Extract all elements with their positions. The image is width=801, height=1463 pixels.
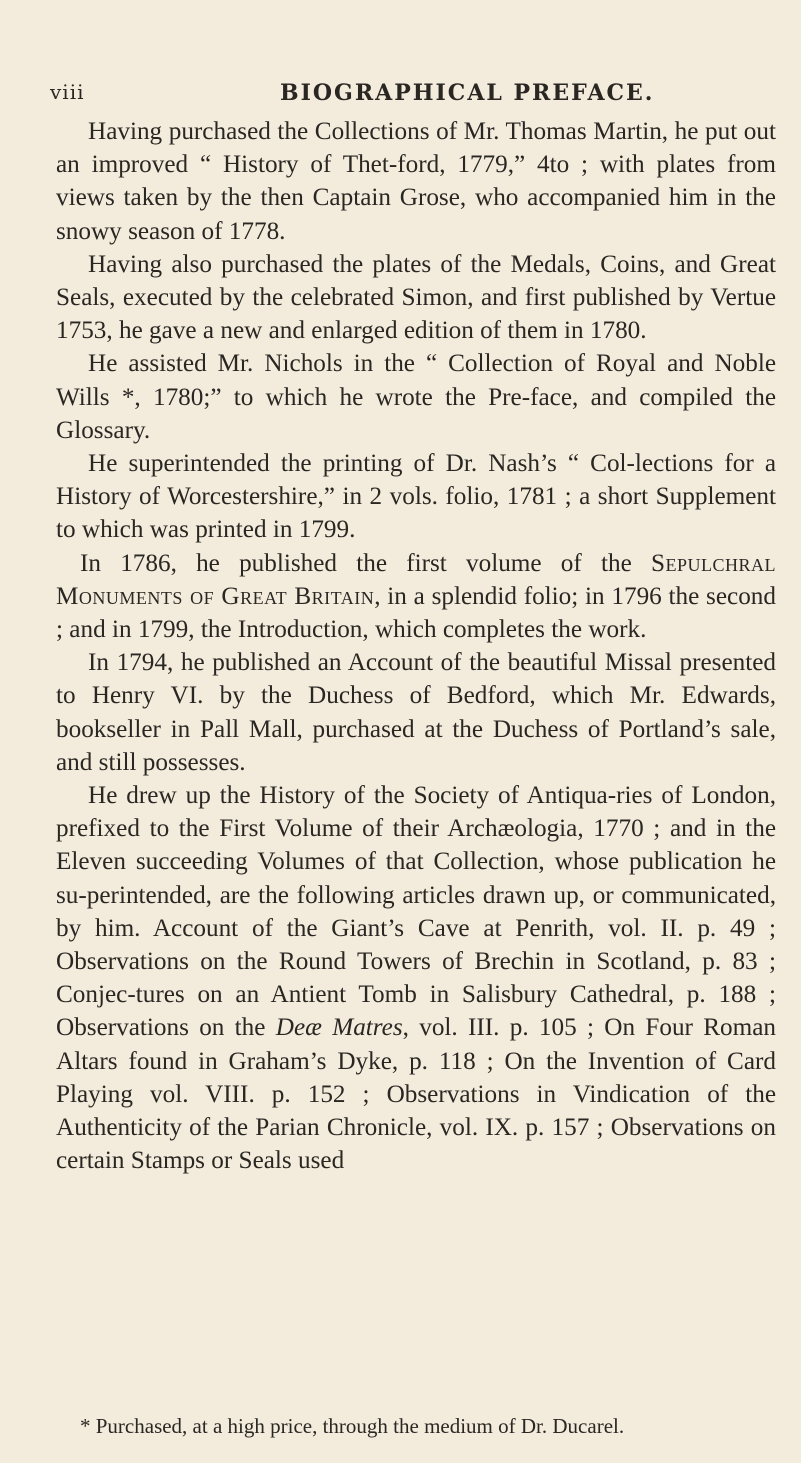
page-header [50,80,790,110]
paragraph [56,779,776,1177]
italic-title-deae-matres: Deæ Matres [275,1014,403,1042]
paragraph: Having purchased the Collections of Mr. Thomas Martin, he put out an improved “ History of Thet-ford, 1779,” 4to ; with plates from views taken by the then Captain Grose, who accompanied him in the snowy season of 1778. [56,118,776,245]
paragraph-text: , in a splendid folio; in 1796 the second ; and in 1799, the Introduction, which completes the work. [56,582,776,644]
running-head: BIOGRAPHICAL PREFACE. [280,80,655,106]
paragraph: In 1794, he published an Account of the beautiful Missal presented to Henry VI. by the Duchess of Bedford, which Mr. Edwards, bookseller in Pall Mall, purchased at the Duchess of Portland’s sale, and still possesses. [56,649,776,776]
paragraph: Having also purchased the plates of the Medals, Coins, and Great Seals, executed by the celebrated Simon, and first published by Vertue 1753, he gave a new and enlarged edition of them in 1780. [56,250,776,345]
paragraph-text: , vol. III. p. 105 ; On Four Roman Altars found in Graham’s Dyke, p. 118 ; On the Invention of Card Playing vol. VIII. p. 152 ; Observations in Vindication of the Authenticity of the Parian Chronicle, vol. IX. p. 157 ; Observations on certain Stamps or Seals used [56,1014,776,1175]
paragraph-text: He drew up the History of the Society of Antiqua-ries of London, prefixed to the First Volume of their Archæologia, 1770 ; and in the Eleven succeeding Volumes of that Collection, whose publication he su-perintended, are the following articles drawn up, or communicated, by him. Account of the Giant’s Cave at Penrith, vol. II. p. 49 ; Observations on the Round Towers of Brechin in Scotland, p. 83 ; Conjec-tures on an Antient Tomb in Salisbury Cathedral, p. 188 ; Observations on the [56,782,776,1042]
work-title-sepulchral-monuments: Sepulchral Monuments of Great Britain [56,549,776,610]
paragraph-text: In 1786, he published the first volume of the [80,549,651,577]
paragraph: He assisted Mr. Nichols in the “ Collection of Royal and Noble Wills *, 1780;” to which he wrote the Pre-face, and compiled the Glossary. [56,350,776,444]
paragraph [56,547,776,647]
page-number: viii [50,80,85,104]
paragraph: He superintended the printing of Dr. Nash’s “ Col-lections for a History of Worcestershire,” in 2 vols. folio, 1781 ; a short Supplement to which was printed in 1799. [56,450,776,544]
footnote: * Purchased, at a high price, through the medium of Dr. Ducarel. [80,1414,625,1438]
body-text [56,115,776,1178]
